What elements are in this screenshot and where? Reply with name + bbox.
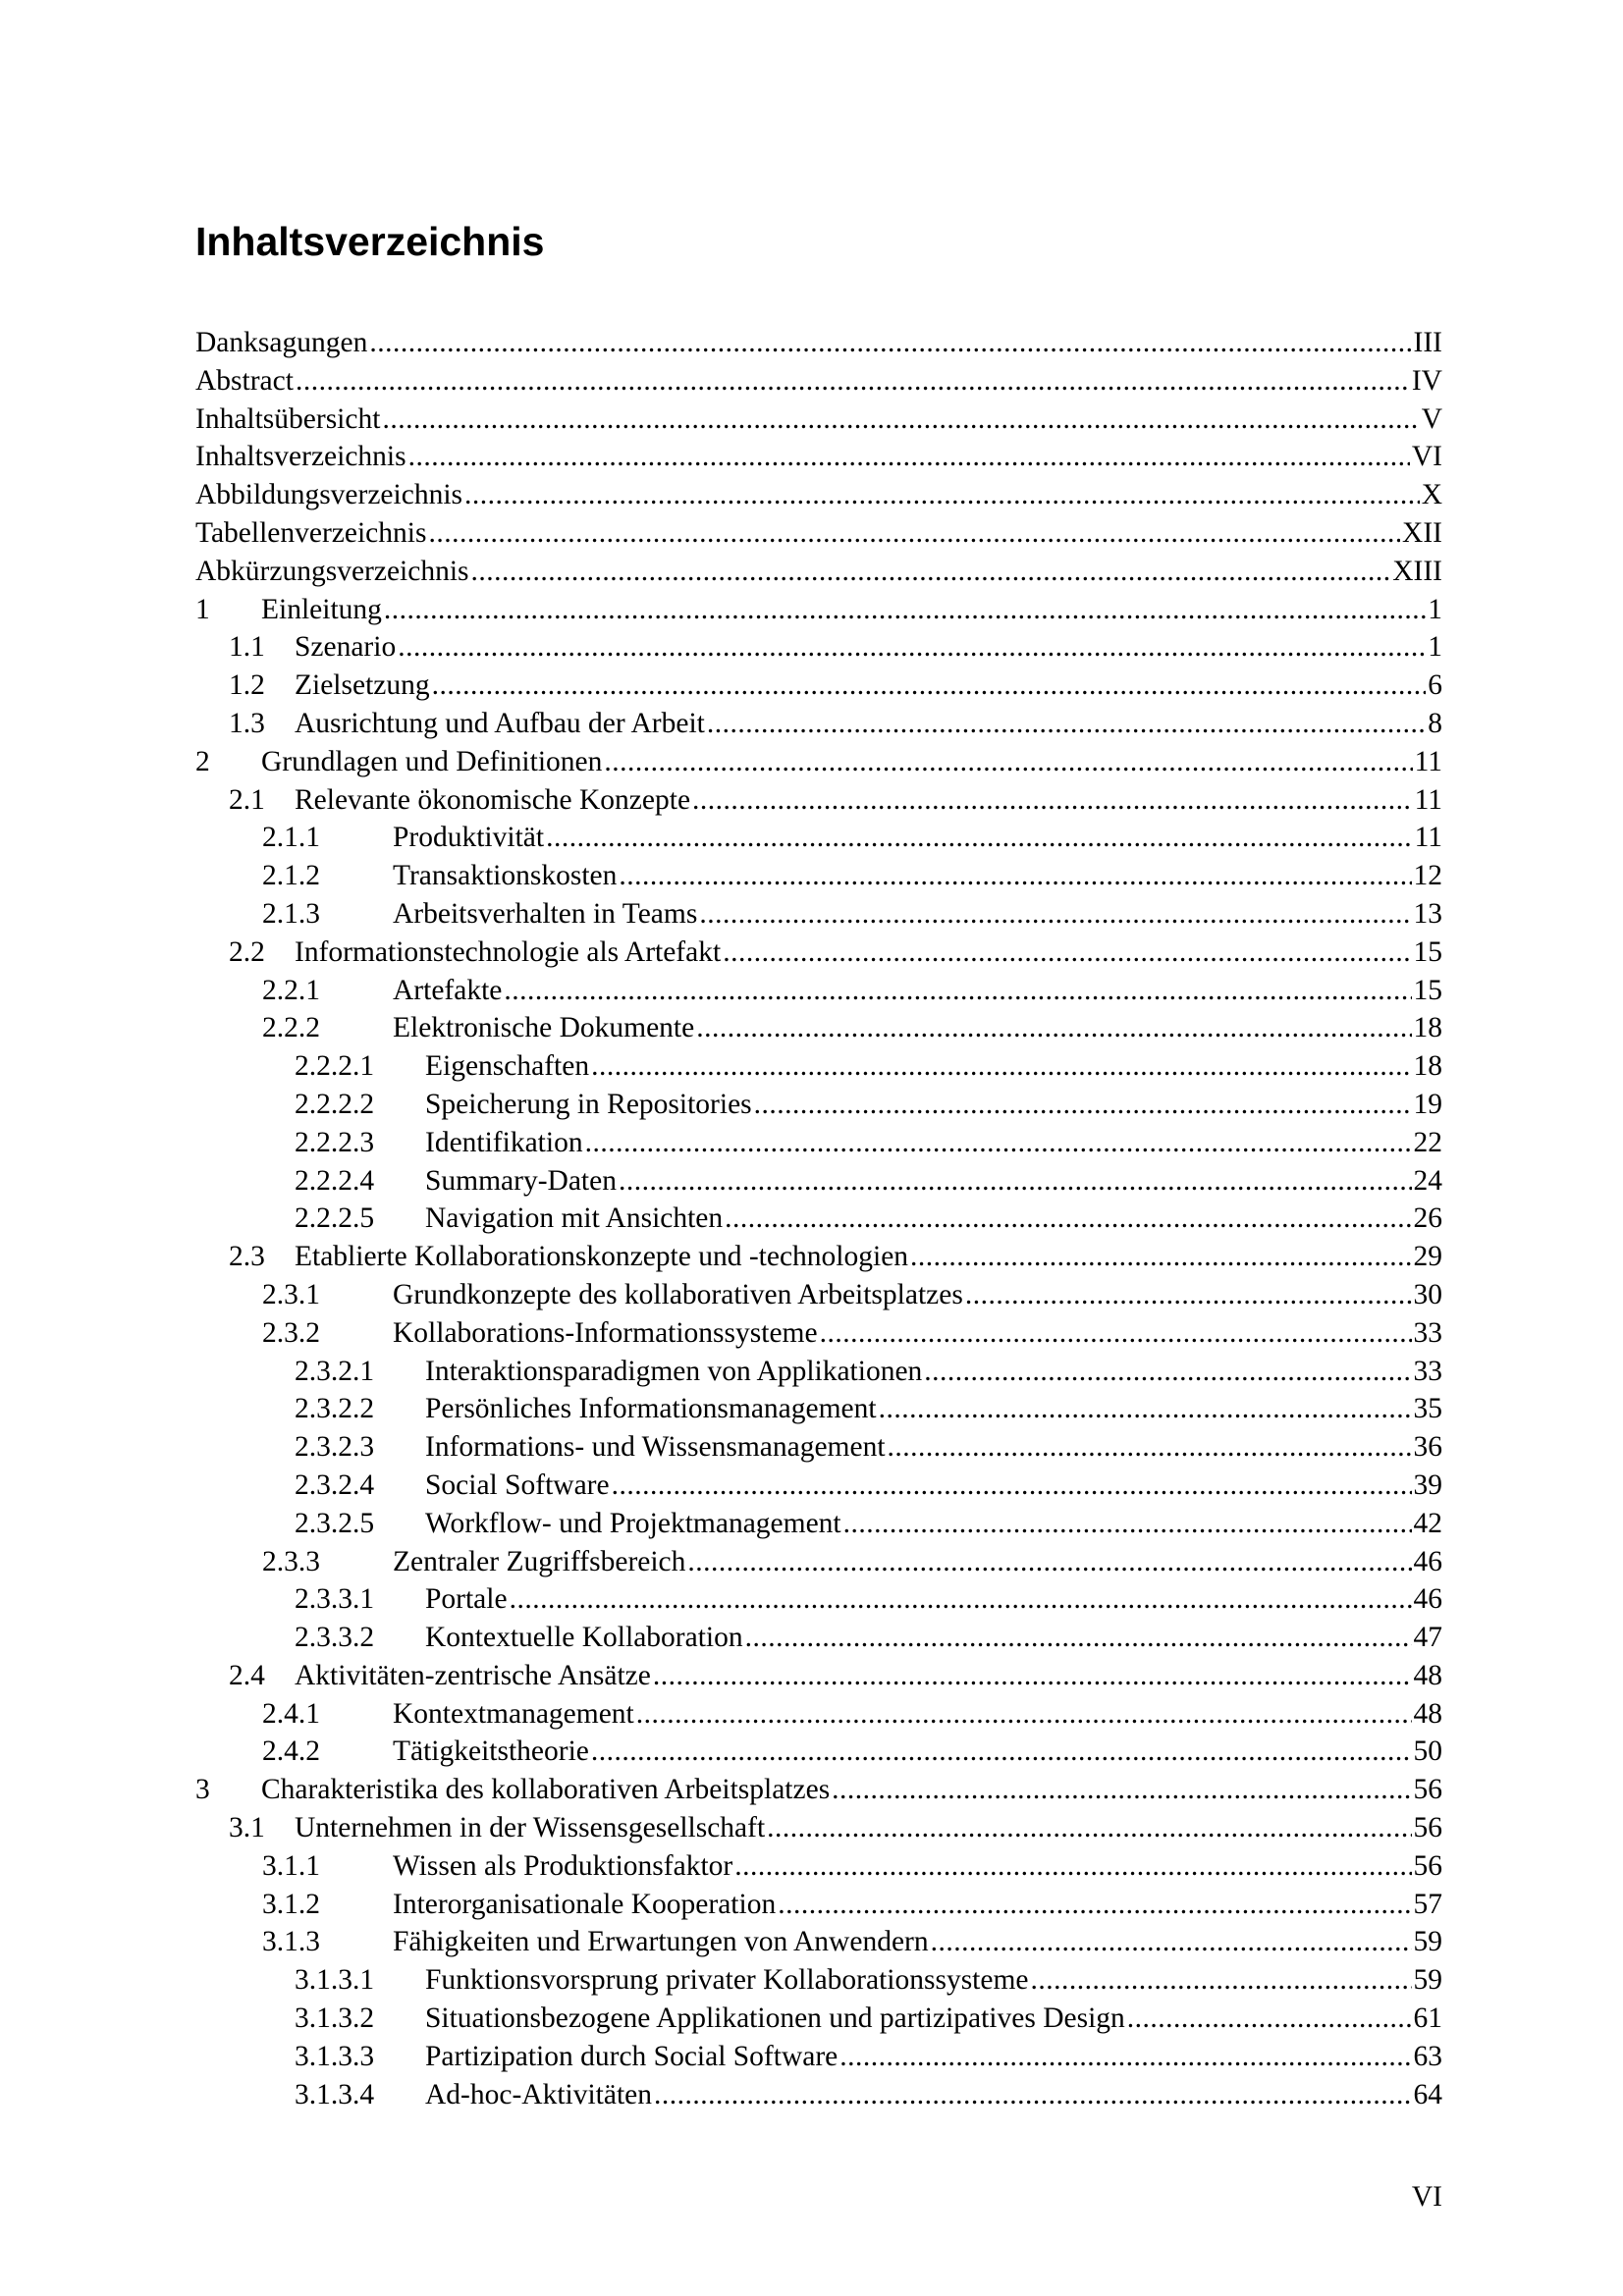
toc-entry xyxy=(195,324,1442,362)
toc-entry-page: VI xyxy=(1411,441,1442,473)
toc-entry-number: 2.3 xyxy=(229,1241,265,1273)
toc-entry-page: 64 xyxy=(1413,2078,1442,2110)
toc-entry-number: 2.2.1 xyxy=(262,974,320,1006)
toc-entry-label: Elektronische Dokumente xyxy=(393,1012,695,1044)
toc-entry xyxy=(195,362,1442,400)
toc-entry-page: 26 xyxy=(1413,1202,1442,1235)
toc-entry-label: Artefakte xyxy=(393,974,503,1006)
toc-entry-label: Interaktionsparadigmen von Applikationen xyxy=(425,1355,923,1387)
toc-dot-leader xyxy=(636,1695,1412,1734)
toc-entry-number: 3.1 xyxy=(229,1812,265,1844)
toc-entry-number: 1 xyxy=(195,593,210,625)
toc-entry xyxy=(195,1923,1442,1961)
toc-entry xyxy=(195,781,1442,820)
toc-entry-label: Identifikation xyxy=(425,1126,583,1158)
toc-entry-label: Summary-Daten xyxy=(425,1164,617,1197)
toc-entry-label: Produktivität xyxy=(393,822,545,854)
toc-entry-page: 46 xyxy=(1413,1545,1442,1577)
toc-dot-leader xyxy=(296,362,1410,400)
toc-entry-label: Abstract xyxy=(195,364,294,397)
toc-dot-leader xyxy=(619,1162,1412,1201)
toc-entry-page: 15 xyxy=(1413,935,1442,968)
toc-entry xyxy=(195,1580,1442,1619)
toc-entry-number: 2.1.2 xyxy=(262,860,320,892)
toc-entry-label: Zentraler Zugriffsbereich xyxy=(393,1545,686,1577)
toc-entry-page: 46 xyxy=(1413,1583,1442,1616)
toc-entry-number: 2 xyxy=(195,745,210,777)
toc-entry-number: 2.1.1 xyxy=(262,822,320,854)
toc-entry-page: 33 xyxy=(1413,1355,1442,1387)
toc-dot-leader xyxy=(591,1733,1412,1771)
toc-dot-leader xyxy=(745,1619,1412,1657)
toc-entry xyxy=(195,1467,1442,1505)
toc-dot-leader xyxy=(428,514,1400,553)
toc-dot-leader xyxy=(510,1580,1412,1619)
toc-entry-page: 6 xyxy=(1428,669,1442,702)
toc-entry-label: Kontextmanagement xyxy=(393,1697,634,1730)
toc-entry-label: Fähigkeiten und Erwartungen von Anwendern xyxy=(393,1926,929,1958)
toc-entry xyxy=(195,1162,1442,1201)
toc-entry xyxy=(195,1314,1442,1353)
toc-entry-label: Aktivitäten-zentrische Ansätze xyxy=(295,1659,651,1691)
toc-entry xyxy=(195,667,1442,705)
toc-entry-label: Speicherung in Repositories xyxy=(425,1088,752,1120)
toc-dot-leader xyxy=(369,324,1411,362)
toc-entry-number: 2.3.2.4 xyxy=(295,1468,375,1501)
toc-entry-number: 3.1.3.2 xyxy=(295,2002,375,2035)
toc-entry-number: 2.2.2.2 xyxy=(295,1088,375,1120)
toc-entry-number: 3.1.3.1 xyxy=(295,1964,375,1997)
toc-entry xyxy=(195,1353,1442,1391)
toc-dot-leader xyxy=(384,591,1426,629)
toc-entry-label: Wissen als Produktionsfaktor xyxy=(393,1849,733,1882)
toc-entry-number: 2.2.2 xyxy=(262,1012,320,1044)
toc-entry-number: 2.2.2.4 xyxy=(295,1164,375,1197)
toc-dot-leader xyxy=(604,743,1412,781)
toc-dot-leader xyxy=(692,781,1413,820)
toc-entry-page: 61 xyxy=(1413,2002,1442,2035)
toc-entry xyxy=(195,1619,1442,1657)
toc-entry-number: 3.1.3.3 xyxy=(295,2040,375,2072)
toc-dot-leader xyxy=(382,400,1419,439)
toc-dot-leader xyxy=(820,1314,1412,1353)
toc-entry xyxy=(195,400,1442,439)
toc-entry-label: Persönliches Informationsmanagement xyxy=(425,1393,877,1425)
toc-entry xyxy=(195,1086,1442,1124)
toc-entry-number: 2.2 xyxy=(229,935,265,968)
toc-entry xyxy=(195,1200,1442,1238)
toc-entry-number: 3.1.3.4 xyxy=(295,2078,375,2110)
toc-entry-number: 2.3.2.1 xyxy=(295,1355,375,1387)
toc-dot-leader xyxy=(699,895,1411,934)
toc-entry-number: 2.1.3 xyxy=(262,897,320,930)
toc-entry xyxy=(195,934,1442,972)
toc-entry xyxy=(195,895,1442,934)
toc-entry-page: 35 xyxy=(1413,1393,1442,1425)
toc-dot-leader xyxy=(832,1771,1411,1809)
toc-entry-label: Portale xyxy=(425,1583,508,1616)
toc-entry-page: 18 xyxy=(1413,1050,1442,1083)
footer-page-number: VI xyxy=(1411,2181,1442,2213)
toc-entry-label: Grundlagen und Definitionen xyxy=(261,745,603,777)
toc-entry xyxy=(195,1276,1442,1314)
toc-dot-leader xyxy=(654,2076,1411,2114)
toc-entry-number: 2.3.3 xyxy=(262,1545,320,1577)
toc-dot-leader xyxy=(778,1886,1411,1924)
toc-entry-label: Eigenschaften xyxy=(425,1050,590,1083)
toc-entry-page: 18 xyxy=(1413,1012,1442,1044)
toc-dot-leader xyxy=(839,2038,1411,2076)
toc-entry-page: 1 xyxy=(1428,593,1442,625)
toc-dot-leader xyxy=(504,972,1411,1010)
toc-entry-label: Informationstechnologie als Artefakt xyxy=(295,935,722,968)
toc-entry-page: 56 xyxy=(1413,1774,1442,1806)
toc-entry-label: Ausrichtung und Aufbau der Arbeit xyxy=(295,707,705,739)
toc-dot-leader xyxy=(432,667,1427,705)
toc-entry-label: Ad-hoc-Aktivitäten xyxy=(425,2078,653,2110)
toc-entry-page: 33 xyxy=(1413,1316,1442,1349)
toc-entry-label: Abbildungsverzeichnis xyxy=(195,479,462,511)
toc-dot-leader xyxy=(612,1467,1412,1505)
toc-entry-number: 3.1.3 xyxy=(262,1926,320,1958)
toc-entry-page: V xyxy=(1421,402,1442,435)
toc-entry-number: 1.1 xyxy=(229,631,265,664)
toc-entry-number: 3 xyxy=(195,1774,210,1806)
toc-entry-number: 2.4.2 xyxy=(262,1735,320,1768)
toc-entry xyxy=(195,476,1442,514)
toc-entry-label: Inhaltsübersicht xyxy=(195,402,381,435)
toc-entry-page: 29 xyxy=(1413,1241,1442,1273)
toc-dot-leader xyxy=(687,1543,1411,1581)
toc-entry xyxy=(195,1009,1442,1047)
toc-entry-page: 30 xyxy=(1413,1278,1442,1310)
toc-entry-page: 56 xyxy=(1413,1812,1442,1844)
toc-entry-page: 57 xyxy=(1413,1888,1442,1920)
table-of-contents xyxy=(195,324,1442,2113)
toc-entry-label: Kollaborations-Informationssysteme xyxy=(393,1316,818,1349)
toc-dot-leader xyxy=(591,1047,1411,1086)
toc-entry xyxy=(195,1657,1442,1695)
toc-entry xyxy=(195,972,1442,1010)
toc-entry xyxy=(195,1809,1442,1847)
toc-entry-page: 12 xyxy=(1413,860,1442,892)
toc-entry-number: 3.1.1 xyxy=(262,1849,320,1882)
toc-entry-label: Abkürzungsverzeichnis xyxy=(195,555,469,587)
toc-entry-page: XIII xyxy=(1392,555,1442,587)
toc-dot-leader xyxy=(767,1809,1411,1847)
toc-entry-page: 13 xyxy=(1413,897,1442,930)
toc-dot-leader xyxy=(653,1657,1412,1695)
toc-entry-number: 2.2.2.3 xyxy=(295,1126,375,1158)
toc-entry xyxy=(195,1886,1442,1924)
toc-entry-page: 15 xyxy=(1413,974,1442,1006)
toc-entry xyxy=(195,1124,1442,1162)
toc-entry xyxy=(195,1847,1442,1886)
toc-entry-label: Einleitung xyxy=(261,593,382,625)
toc-entry-label: Situationsbezogene Applikationen und partizipatives Design xyxy=(425,2002,1125,2035)
toc-entry-page: 11 xyxy=(1414,783,1442,816)
toc-entry xyxy=(195,438,1442,476)
toc-entry-page: 42 xyxy=(1413,1507,1442,1539)
toc-entry-label: Inhaltsverzeichnis xyxy=(195,441,406,473)
toc-entry-number: 3.1.2 xyxy=(262,1888,320,1920)
toc-entry-label: Unternehmen in der Wissensgesellschaft xyxy=(295,1812,766,1844)
toc-entry-number: 2.3.2.5 xyxy=(295,1507,375,1539)
toc-entry-page: 50 xyxy=(1413,1735,1442,1768)
toc-entry-page: 24 xyxy=(1413,1164,1442,1197)
toc-entry-number: 2.3.1 xyxy=(262,1278,320,1310)
toc-dot-leader xyxy=(546,819,1413,857)
toc-entry-label: Zielsetzung xyxy=(295,669,430,702)
toc-entry-number: 2.1 xyxy=(229,783,265,816)
toc-entry-page: 8 xyxy=(1428,707,1442,739)
toc-entry xyxy=(195,1733,1442,1771)
toc-entry xyxy=(195,514,1442,553)
toc-entry-number: 2.4.1 xyxy=(262,1697,320,1730)
toc-entry xyxy=(195,743,1442,781)
toc-entry xyxy=(195,819,1442,857)
toc-entry xyxy=(195,705,1442,743)
toc-dot-leader xyxy=(924,1353,1411,1391)
toc-entry-number: 2.2.2.1 xyxy=(295,1050,375,1083)
toc-entry-page: 63 xyxy=(1413,2040,1442,2072)
toc-entry-page: 36 xyxy=(1413,1431,1442,1464)
toc-entry xyxy=(195,1695,1442,1734)
toc-dot-leader xyxy=(464,476,1420,514)
toc-entry-page: 11 xyxy=(1414,745,1442,777)
toc-dot-leader xyxy=(754,1086,1412,1124)
toc-dot-leader xyxy=(843,1505,1412,1543)
toc-entry-page: XII xyxy=(1402,516,1442,549)
toc-entry-page: 1 xyxy=(1428,631,1442,664)
toc-dot-leader xyxy=(707,705,1426,743)
toc-entry-number: 2.4 xyxy=(229,1659,265,1691)
toc-entry-page: 11 xyxy=(1414,822,1442,854)
toc-entry xyxy=(195,553,1442,591)
toc-dot-leader xyxy=(931,1923,1412,1961)
toc-entry-label: Arbeitsverhalten in Teams xyxy=(393,897,698,930)
toc-dot-leader xyxy=(734,1847,1411,1886)
toc-entry xyxy=(195,628,1442,667)
toc-entry-label: Danksagungen xyxy=(195,327,368,358)
toc-entry-label: Tätigkeitstheorie xyxy=(393,1735,589,1768)
toc-entry-page: 39 xyxy=(1413,1468,1442,1501)
toc-dot-leader xyxy=(910,1238,1411,1276)
toc-entry xyxy=(195,591,1442,629)
toc-entry-label: Partizipation durch Social Software xyxy=(425,2040,839,2072)
toc-dot-leader xyxy=(965,1276,1412,1314)
toc-entry xyxy=(195,2000,1442,2038)
toc-dot-leader xyxy=(725,1200,1411,1238)
toc-entry-page: 47 xyxy=(1413,1622,1442,1654)
toc-entry-label: Relevante ökonomische Konzepte xyxy=(295,783,691,816)
toc-dot-leader xyxy=(408,438,1410,476)
toc-dot-leader xyxy=(1031,1961,1412,2000)
toc-entry-label: Szenario xyxy=(295,631,397,664)
toc-entry-label: Social Software xyxy=(425,1468,610,1501)
toc-entry xyxy=(195,2038,1442,2076)
toc-entry-label: Interorganisationale Kooperation xyxy=(393,1888,777,1920)
toc-entry-number: 1.3 xyxy=(229,707,265,739)
toc-entry-label: Navigation mit Ansichten xyxy=(425,1202,724,1235)
toc-entry-label: Informations- und Wissensmanagement xyxy=(425,1431,886,1464)
toc-entry-label: Tabellenverzeichnis xyxy=(195,516,427,549)
toc-dot-leader xyxy=(888,1428,1412,1467)
toc-entry-label: Funktionsvorsprung privater Kollaborationssysteme xyxy=(425,1964,1029,1997)
toc-entry-number: 1.2 xyxy=(229,669,265,702)
toc-entry xyxy=(195,857,1442,895)
toc-entry-page: IV xyxy=(1411,364,1442,397)
toc-entry-page: 59 xyxy=(1413,1926,1442,1958)
toc-entry-number: 2.3.2 xyxy=(262,1316,320,1349)
toc-entry-number: 2.2.2.5 xyxy=(295,1202,375,1235)
toc-entry-label: Transaktionskosten xyxy=(393,860,618,892)
toc-dot-leader xyxy=(619,857,1411,895)
toc-entry-label: Kontextuelle Kollaboration xyxy=(425,1622,743,1654)
toc-entry xyxy=(195,1238,1442,1276)
toc-entry-page: 19 xyxy=(1413,1088,1442,1120)
toc-dot-leader xyxy=(723,934,1411,972)
toc-entry-label: Workflow- und Projektmanagement xyxy=(425,1507,841,1539)
toc-entry xyxy=(195,1047,1442,1086)
toc-entry xyxy=(195,1961,1442,2000)
toc-entry-page: 48 xyxy=(1413,1697,1442,1730)
toc-dot-leader xyxy=(879,1390,1412,1428)
toc-entry-page: 48 xyxy=(1413,1659,1442,1691)
toc-entry xyxy=(195,1771,1442,1809)
toc-entry xyxy=(195,2076,1442,2114)
toc-entry-label: Etablierte Kollaborationskonzepte und -technologien xyxy=(295,1241,909,1273)
toc-entry-number: 2.3.3.1 xyxy=(295,1583,375,1616)
toc-entry-page: 22 xyxy=(1413,1126,1442,1158)
toc-entry-number: 2.3.2.2 xyxy=(295,1393,375,1425)
toc-entry-page: III xyxy=(1413,327,1442,358)
toc-entry-page: 56 xyxy=(1413,1849,1442,1882)
toc-entry xyxy=(195,1543,1442,1581)
toc-dot-leader xyxy=(585,1124,1412,1162)
toc-entry-page: X xyxy=(1421,479,1442,511)
toc-entry-page: 59 xyxy=(1413,1964,1442,1997)
toc-dot-leader xyxy=(398,628,1426,667)
toc-entry-label: Charakteristika des kollaborativen Arbeitsplatzes xyxy=(261,1774,831,1806)
toc-entry xyxy=(195,1390,1442,1428)
toc-entry-number: 2.3.3.2 xyxy=(295,1622,375,1654)
toc-entry-label: Grundkonzepte des kollaborativen Arbeitsplatzes xyxy=(393,1278,963,1310)
toc-entry-number: 2.3.2.3 xyxy=(295,1431,375,1464)
toc-dot-leader xyxy=(696,1009,1411,1047)
page-title: Inhaltsverzeichnis xyxy=(195,219,545,264)
toc-dot-leader xyxy=(471,553,1391,591)
toc-entry xyxy=(195,1505,1442,1543)
toc-dot-leader xyxy=(1127,2000,1412,2038)
toc-entry xyxy=(195,1428,1442,1467)
